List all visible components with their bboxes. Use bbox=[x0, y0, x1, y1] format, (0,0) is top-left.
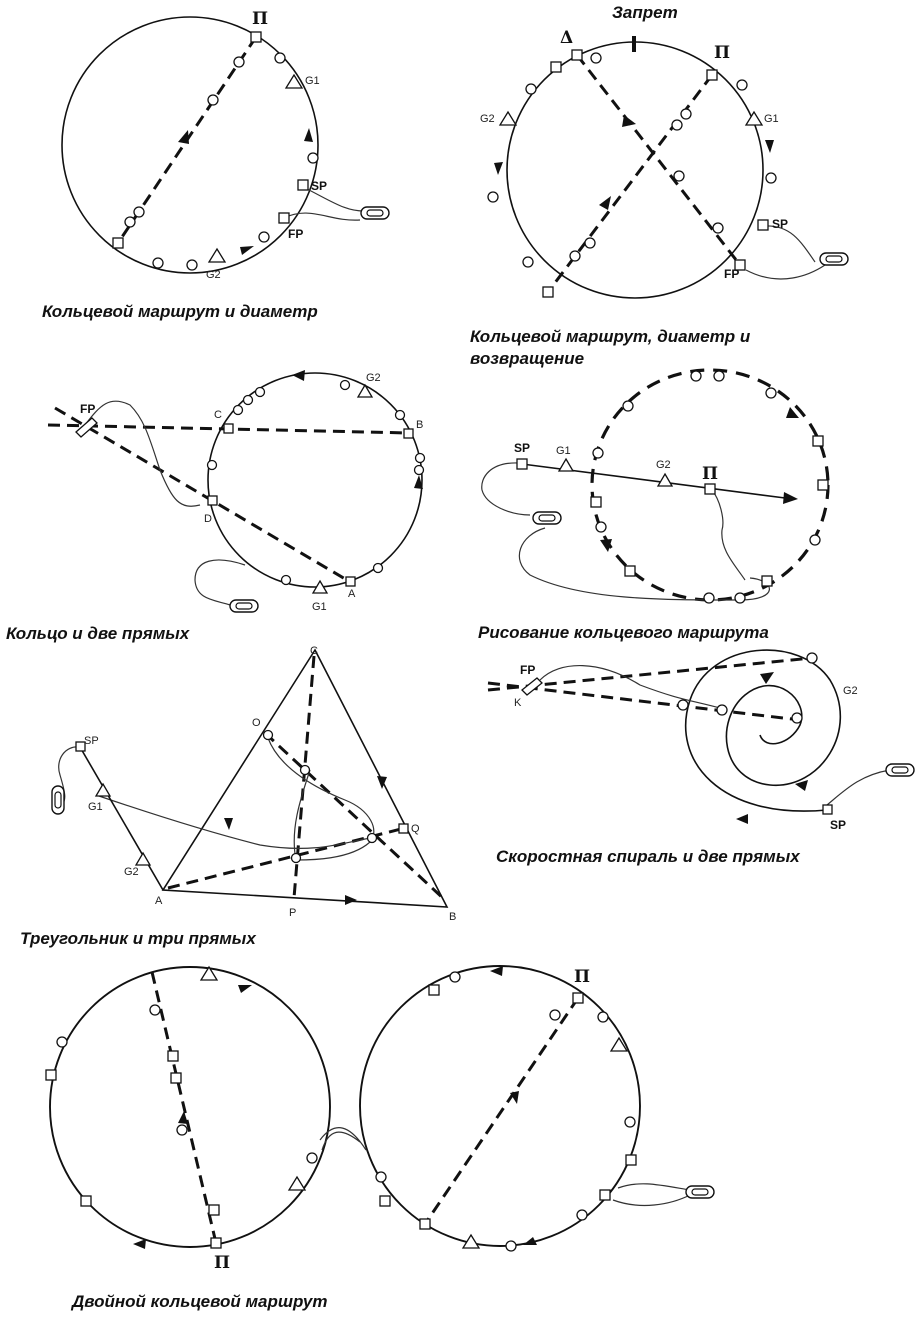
start-point-label: SP bbox=[84, 735, 99, 747]
point-pi-label: П bbox=[252, 9, 269, 29]
diagram-ring-diameter bbox=[62, 9, 389, 281]
square-markers bbox=[208, 424, 413, 586]
direction-arrow bbox=[345, 895, 357, 905]
handler-path bbox=[85, 401, 245, 605]
point-pi-label: П bbox=[702, 464, 719, 484]
point-a-label: A bbox=[348, 588, 356, 600]
gate-g1-marker bbox=[96, 784, 110, 796]
diagram-ring-diameter-return bbox=[480, 28, 848, 298]
straight-line-2 bbox=[55, 408, 352, 583]
point-c-label: C bbox=[214, 409, 222, 421]
gate-g2-marker bbox=[209, 249, 225, 262]
gate-g1-label: G1 bbox=[88, 801, 103, 813]
point-pi-label: П bbox=[574, 967, 591, 987]
handler-car-icon bbox=[686, 1186, 714, 1198]
point-delta-label: Δ bbox=[560, 28, 574, 48]
direction-arrow bbox=[599, 196, 611, 210]
gate-g1-marker bbox=[746, 112, 762, 125]
point-pi-label: П bbox=[214, 1253, 231, 1273]
point-q-label: Q bbox=[411, 823, 420, 835]
finish-point-label: FP bbox=[724, 267, 740, 281]
median-line-o-b bbox=[265, 733, 445, 900]
point-b-label: B bbox=[416, 419, 424, 431]
gate-g1-label: G1 bbox=[312, 601, 327, 613]
handler-path bbox=[613, 1184, 690, 1206]
diagram-drawing-ring bbox=[482, 370, 828, 603]
square-markers bbox=[76, 742, 408, 833]
point-b-label: B bbox=[449, 911, 457, 923]
handler-car-icon bbox=[820, 253, 848, 265]
caption-speed-spiral: Скоростная спираль и две прямых bbox=[496, 847, 800, 866]
start-point-label: SP bbox=[514, 441, 531, 455]
direction-arrow bbox=[224, 818, 233, 830]
handler-path bbox=[482, 463, 770, 600]
gate-g2-marker bbox=[358, 385, 372, 397]
handler-car-icon bbox=[361, 207, 389, 219]
gate-g2-label: G2 bbox=[480, 113, 495, 125]
diagram-speed-spiral bbox=[488, 650, 914, 832]
direction-arrow bbox=[523, 1237, 537, 1245]
diagram-ring-two-lines bbox=[48, 370, 425, 613]
point-d-label: D bbox=[204, 513, 212, 525]
gate-g1-label: G1 bbox=[764, 113, 779, 125]
diameter-line-1 bbox=[577, 55, 740, 265]
diameter-line-right bbox=[425, 998, 578, 1224]
handler-car-icon bbox=[533, 512, 561, 524]
start-point-label: SP bbox=[772, 217, 789, 231]
finish-point-label: FP bbox=[520, 663, 536, 677]
ring-route bbox=[507, 42, 763, 298]
direction-arrow bbox=[760, 672, 774, 684]
circle-markers bbox=[678, 653, 817, 723]
square-markers bbox=[517, 436, 828, 586]
ring-route-left bbox=[50, 967, 330, 1247]
direction-arrow bbox=[783, 492, 798, 504]
gate-g2-marker bbox=[500, 112, 516, 125]
gate-g1-label: G1 bbox=[556, 445, 571, 457]
direction-arrow bbox=[736, 814, 748, 824]
circle-markers bbox=[264, 731, 377, 863]
direction-arrow bbox=[494, 162, 503, 175]
point-p-label: P bbox=[289, 907, 297, 919]
gate-g2-label: G2 bbox=[124, 866, 139, 878]
direction-arrow bbox=[238, 985, 252, 993]
start-point-label: SP bbox=[311, 179, 328, 193]
diagram-triangle-three-lines bbox=[52, 645, 456, 923]
diagram-double-ring bbox=[46, 966, 714, 1273]
direction-arrow bbox=[240, 246, 254, 255]
diameter-line-left bbox=[152, 972, 216, 1243]
handler-path bbox=[59, 747, 372, 849]
start-square-marker bbox=[823, 805, 832, 814]
caption-drawing-ring: Рисование кольцевого маршрута bbox=[478, 623, 769, 642]
finish-point-label: FP bbox=[288, 227, 304, 241]
gate-g2-label: G2 bbox=[843, 685, 858, 697]
inner-curve bbox=[268, 738, 374, 860]
approach-line bbox=[80, 747, 163, 890]
gate-g2-label: G2 bbox=[656, 459, 671, 471]
ring-route-right bbox=[360, 966, 640, 1246]
point-a-label: A bbox=[155, 895, 163, 907]
gate-g2-label: G2 bbox=[206, 269, 221, 281]
direction-arrow bbox=[292, 370, 305, 381]
gate-marker bbox=[611, 1038, 627, 1051]
direction-arrow bbox=[304, 128, 313, 142]
ring-route bbox=[208, 373, 422, 587]
caption-ring-diameter-return: Кольцевой маршрут, диаметр и возвращение bbox=[470, 327, 751, 368]
direction-arrow bbox=[178, 130, 189, 144]
gate-g1-marker bbox=[559, 459, 573, 471]
point-k-label: K bbox=[514, 697, 522, 709]
circle-markers bbox=[488, 53, 776, 267]
caption-triangle-three-lines: Треугольник и три прямых bbox=[20, 929, 256, 948]
gate-marker bbox=[289, 1177, 305, 1190]
direction-arrow bbox=[133, 1239, 146, 1249]
direction-arrow bbox=[178, 1111, 188, 1124]
handler-car-icon bbox=[52, 786, 64, 814]
finish-marker bbox=[522, 678, 542, 695]
gate-g1-label: G1 bbox=[305, 75, 320, 87]
finish-point-label: FP bbox=[80, 402, 96, 416]
circle-markers bbox=[57, 972, 635, 1251]
gate-g2-label: G2 bbox=[366, 372, 381, 384]
caption-ring-two-lines: Кольцо и две прямых bbox=[6, 624, 190, 643]
point-pi-label: П bbox=[714, 43, 731, 63]
direction-arrow bbox=[765, 140, 774, 153]
direction-arrow bbox=[490, 966, 503, 976]
handler-path bbox=[746, 226, 825, 279]
gate-g2-marker bbox=[658, 474, 672, 486]
caption-double-ring: Двойной кольцевой маршрут bbox=[72, 1292, 328, 1311]
gate-g2-marker bbox=[136, 853, 150, 865]
gate-g1-marker bbox=[286, 75, 302, 88]
caption-ring-diameter: Кольцевой маршрут и диаметр bbox=[42, 302, 318, 321]
direction-arrow bbox=[622, 115, 636, 127]
handler-car-icon bbox=[230, 600, 258, 612]
handler-car-icon bbox=[886, 764, 914, 776]
start-point-label: SP bbox=[830, 818, 847, 832]
point-o-label: O bbox=[252, 717, 261, 729]
square-markers bbox=[46, 985, 636, 1248]
caption-prohibition: Запрет bbox=[612, 3, 678, 22]
point-c-label: C bbox=[310, 645, 318, 657]
crossover-path bbox=[320, 1128, 366, 1150]
